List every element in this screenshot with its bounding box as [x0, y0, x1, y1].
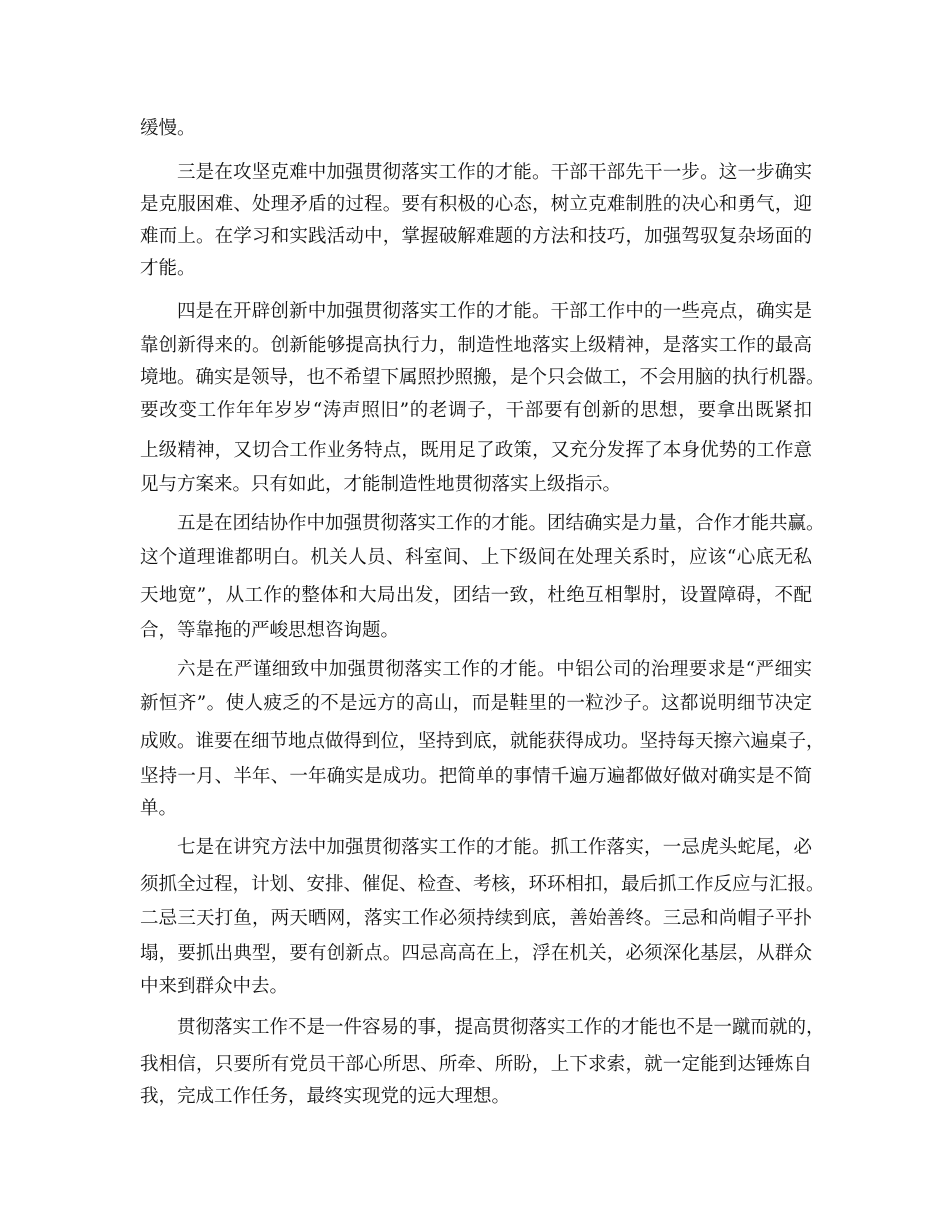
- paragraph-6-start: 六是在严谨细致中加强贯彻落实工作的才能。中铝公司的治理要求是“严细实: [177, 659, 812, 680]
- text-line: 是克服困难、处理矛盾的过程。要有积极的心态，树立克难制胜的决心和勇气，迎: [140, 194, 812, 215]
- paragraph-8-start: 贯彻落实工作不是一件容易的事，提高贯彻落实工作的才能也不是一蹴而就的，: [177, 1017, 825, 1038]
- text-line: 缓慢。: [140, 118, 196, 139]
- text-line: 这个道理谁都明白。机关人员、科室间、上下级间在处理关系时，应该“心底无私: [140, 547, 812, 568]
- text-line: 坚持一月、半年、一年确实是成功。把简单的事情千遍万遍都做好做对确实是不简: [140, 766, 812, 787]
- text-line: 成败。谁要在细节地点做得到位，坚持到底，就能获得成功。坚持每天擦六遍桌子，: [140, 731, 825, 752]
- text-line: 才能。: [140, 258, 196, 279]
- text-line: 靠创新得来的。创新能够提高执行力，制造性地落实上级精神，是落实工作的最高: [140, 335, 812, 356]
- text-line: 我，完成工作任务，最终实现党的远大理想。: [140, 1086, 511, 1107]
- text-line: 须抓全过程，计划、安排、催促、检查、考核，环环相扣，最后抓工作反应与汇报。: [140, 874, 825, 895]
- text-line: 单。: [140, 798, 178, 819]
- text-line: 塌，要抓出典型，要有创新点。四忌高高在上，浮在机关，必须深化基层，从群众: [140, 943, 812, 964]
- paragraph-4-start: 四是在开辟创新中加强贯彻落实工作的才能。干部工作中的一些亮点，确实是: [177, 301, 812, 322]
- paragraph-7-start: 七是在讲究方法中加强贯彻落实工作的才能。抓工作落实，一忌虎头蛇尾，必: [177, 837, 812, 858]
- paragraph-3-start: 三是在攻坚克难中加强贯彻落实工作的才能。干部干部先干一步。这一步确实: [177, 162, 812, 183]
- text-line: 合，等靠拖的严峻思想咨询题。: [140, 620, 400, 641]
- text-line: 上级精神，又切合工作业务特点，既用足了政策，又充分发挥了本身优势的工作意: [140, 440, 812, 461]
- text-line: 难而上。在学习和实践活动中，掌握破解难题的方法和技巧，加强驾驭复杂场面的: [140, 226, 812, 247]
- text-line: 二忌三天打鱼，两天晒网，落实工作必须持续到底，善始善终。三忌和尚帽子平扑: [140, 908, 812, 929]
- text-line: 境地。确实是领导，也不希望下属照抄照搬，是个只会做工，不会用脑的执行机器。: [140, 367, 825, 388]
- paragraph-5-start: 五是在团结协作中加强贯彻落实工作的才能。团结确实是力量，合作才能共赢。: [177, 513, 825, 534]
- text-line: 我相信，只要所有党员干部心所思、所牵、所盼，上下求索，就一定能到达锤炼自: [140, 1054, 812, 1075]
- text-line: 要改变工作年年岁岁“涛声照旧”的老调子，干部要有创新的思想，要拿出既紧扣: [140, 400, 812, 421]
- text-line: 天地宽”，从工作的整体和大局出发，团结一致，杜绝互相掣肘，设置障碍，不配: [140, 585, 812, 606]
- text-line: 新恒齐”。使人疲乏的不是远方的高山，而是鞋里的一粒沙子。这都说明细节决定: [140, 693, 812, 714]
- text-line: 见与方案来。只有如此，才能制造性地贯彻落实上级指示。: [140, 474, 622, 495]
- text-line: 中来到群众中去。: [140, 976, 289, 997]
